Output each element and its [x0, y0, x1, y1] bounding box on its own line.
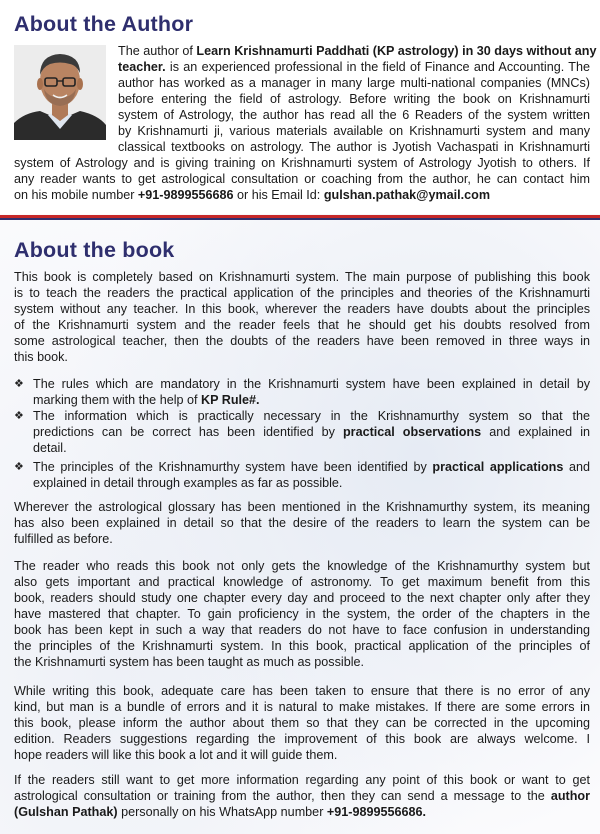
author-bio: [118, 43, 597, 155]
author-bio-line: by Krishnamurti ji, various materials available on Krishnamurti system and many: [118, 124, 590, 138]
author-contact-line: on his mobile number +91-9899556686 or his Email Id: gulshan.pathak@ymail.com: [14, 188, 491, 202]
reader-line: The reader who reads this book not only gets the knowledge of the Krishnamurthy system but: [14, 559, 590, 573]
glossary-line: fulfilled as before.: [14, 532, 113, 546]
author-bio-line: The author of Learn Krishnamurti Paddhati (KP astrology) in 30 days without any: [118, 44, 597, 58]
book-intro-line: is to teach the readers the practical application of the principles and theories of the Krishnamurti: [14, 286, 590, 300]
contact-line: If the readers still want to get more information regarding any point of this book or want to get: [14, 773, 590, 787]
reader-line: also gets important and practical knowledge of astronomy. To get maximum benefit from this: [14, 575, 590, 589]
book-heading: About the book: [14, 238, 175, 262]
author-bio-line: author has worked as a manager in many large multi-national companies (MNCs): [118, 76, 590, 90]
bullet-line: predictions can be correct has been identified by practical observations and explained in: [33, 425, 591, 439]
bullet-line: marking them with the help of KP Rule#.: [33, 393, 260, 407]
care-line: hope readers will like this book a lot and it will guide them.: [14, 748, 338, 762]
book-intro-line: of the Krishnamurti system and the reader feels that he should get his doubts resolved from: [14, 318, 590, 332]
reader-paragraph: [14, 558, 590, 670]
author-bio-line: before entering the field of astrology. Before writing the book on Krishnamurti: [118, 92, 590, 106]
diamond-bullet-icon: ❖: [14, 378, 24, 390]
book-intro-line: system without any teacher. In this book, wherever the readers have doubts about the principles: [14, 302, 590, 316]
book-intro: [14, 269, 590, 365]
reader-line: the principles of the Krishnamurti system. In this book, practical application of the principles of: [14, 639, 590, 653]
care-line: this book, please inform the author about them so that they can be corrected in the upcoming: [14, 716, 590, 730]
author-bio-line: any reader wants to get astrological consultation or coaching from the author, he can contact him: [14, 172, 590, 186]
bullet-line: The principles of the Krishnamurthy system have been identified by practical applications and: [33, 460, 590, 474]
diamond-bullet-icon: ❖: [14, 410, 24, 422]
author-portrait-image: [14, 45, 106, 140]
whatsapp-number: +91-9899556686.: [326, 805, 426, 819]
glossary-line: Wherever the astrological glossary has been mentioned in the Krishnamurthy system, its meaning: [14, 500, 590, 514]
bullet-line: The rules which are mandatory in the Krishnamurti system have been explained in detail by: [33, 377, 590, 391]
bullet-line: The information which is practically necessary in the Krishnamurthy system so that the: [33, 409, 590, 423]
care-line: edition. Readers suggestions regarding the improvement of this book are always welcome. I: [14, 732, 590, 746]
book-intro-line: some astrological teacher, then the doubts of the readers have been removed in three ways in: [14, 334, 590, 348]
author-bio-line: system of Astrology, the author has read all the 6 Readers of the system written: [118, 108, 590, 122]
author-bio-line: teacher. is an experienced professional in the field of Finance and Accounting. The: [118, 60, 590, 74]
diamond-bullet-icon: ❖: [14, 461, 24, 473]
reader-line: have mastered that chapter. To gain proficiency in the system, the order of the chapters in the: [14, 607, 590, 621]
book-intro-line: This book is completely based on Krishnamurti system. The main purpose of publishing this book: [14, 270, 590, 284]
care-paragraph: [14, 683, 590, 763]
author-bio-line: classical textbooks on astrology. The author is Jyotish Vachaspati in Krishnamurti: [118, 140, 590, 154]
bullet-line: explained in detail through examples as far as possible.: [33, 476, 343, 490]
book-intro-line: this book.: [14, 350, 68, 364]
author-photo: [14, 45, 106, 140]
contact-line: (Gulshan Pathak) personally on his WhatsApp number +91-9899556686.: [14, 805, 426, 819]
glossary-line: has also been explained in detail so that the desire of the readers to learn the system can be: [14, 516, 590, 530]
care-line: kind, but man is a bundle of errors and it is natural to make mistakes. If there are some errors in: [14, 700, 590, 714]
glossary-paragraph: [14, 499, 590, 547]
contact-paragraph: [14, 772, 590, 820]
bullet-line: detail.: [33, 441, 67, 455]
reader-line: the Krishnamurti system has been taught as much as possible.: [14, 655, 365, 669]
author-bio-continued: [14, 155, 590, 203]
author-heading: About the Author: [14, 12, 194, 36]
author-bio-line: system of Astrology and is giving training on Krishnamurti system of Astrology Jyotish to others. If: [14, 156, 590, 170]
care-line: While writing this book, adequate care has been taken to ensure that there is no error of any: [14, 684, 590, 698]
author-email: gulshan.pathak@ymail.com: [323, 188, 491, 202]
author-phone: +91-9899556686: [137, 188, 234, 202]
contact-line: astrological consultation or training from the author, then they can send a message to the author: [14, 789, 590, 803]
reader-line: book has been kept in such a way that readers do not have to face confusion in understanding: [14, 623, 590, 637]
section-divider-blue: [0, 218, 600, 220]
reader-line: book, readers should study one chapter every day and proceed to the next chapter only after they: [14, 591, 590, 605]
